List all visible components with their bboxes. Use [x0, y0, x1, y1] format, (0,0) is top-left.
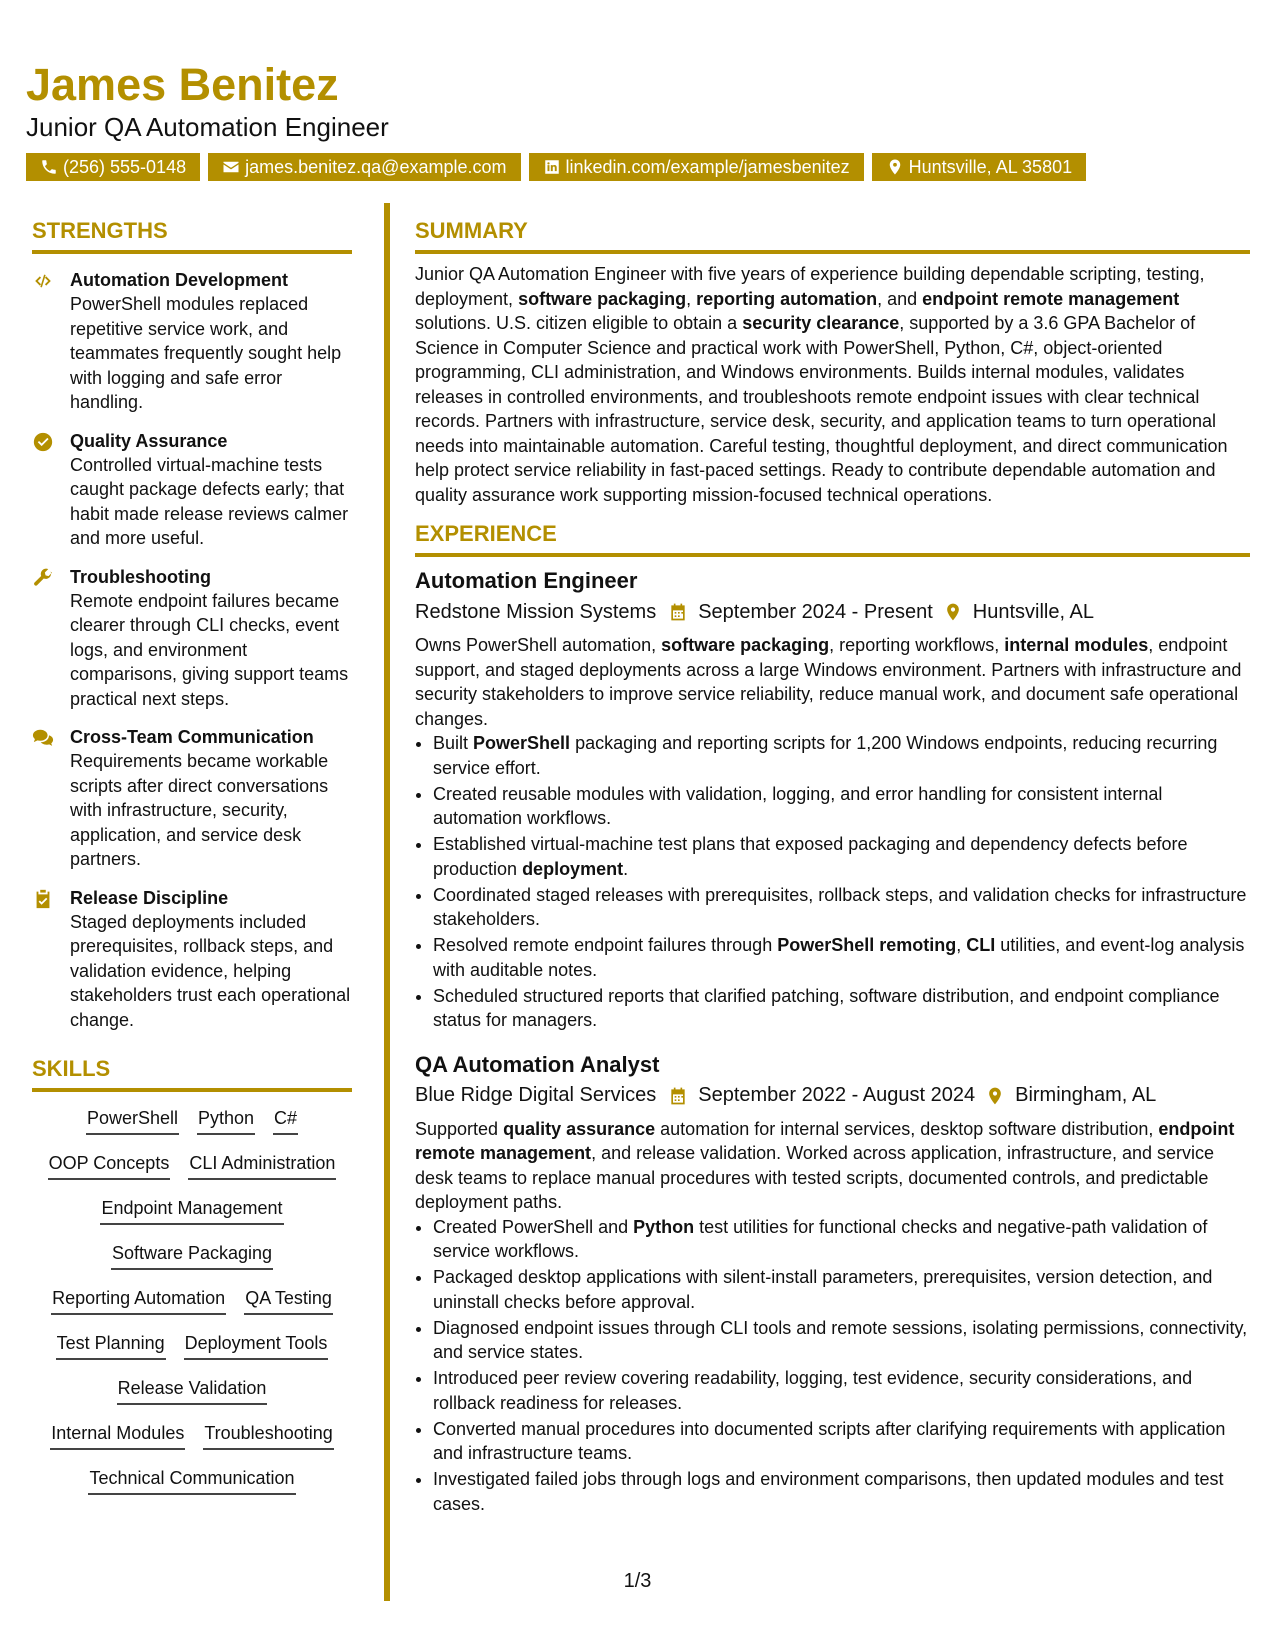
map-marker-icon — [985, 1086, 1005, 1106]
skills-heading: SKILLS — [32, 1056, 352, 1092]
skill-tag: Reporting Automation — [51, 1286, 226, 1315]
skill-tag: Python — [197, 1106, 255, 1135]
skill-row — [32, 1286, 352, 1331]
skill-tag: Endpoint Management — [100, 1196, 283, 1225]
left-column — [32, 218, 352, 1511]
skill-tag: Release Validation — [117, 1376, 268, 1405]
strength-desc: Remote endpoint failures became clearer through CLI checks, event logs, and environment comparisons, giving support teams practical next steps. — [70, 590, 349, 709]
job-company: Redstone Mission Systems — [415, 600, 657, 623]
envelope-icon — [222, 158, 240, 176]
job-bullets — [415, 731, 1250, 1033]
skill-row — [32, 1331, 352, 1376]
map-marker-icon — [886, 158, 904, 176]
skill-row — [32, 1196, 352, 1241]
job-description: Supported quality assurance automation for internal services, desktop software distribution, endpoint remote management, and release validation. Worked across application, infrastructure, and service desk teams to replace manual procedures with tested scripts, documented controls, and predictable deployment paths. — [415, 1118, 1235, 1212]
strength-item — [32, 268, 352, 415]
job-entry — [415, 1051, 1250, 1517]
column-divider — [384, 203, 390, 1601]
bullet-item: • Scheduled structured reports that clarified patching, software distribution, and endpoint compliance status for managers. — [433, 984, 1250, 1033]
bullet-item: • Investigated failed jobs through logs and environment comparisons, then updated modules and test cases. — [433, 1467, 1250, 1516]
contact-bar — [26, 153, 1086, 181]
job-meta — [415, 597, 1250, 627]
strength-desc: Staged deployments included prerequisites, rollback steps, and validation evidence, helping stakeholders trust each operational change. — [70, 911, 351, 1030]
linkedin-text: linkedin.com/example/jamesbenitez — [565, 156, 850, 177]
summary-heading: SUMMARY — [415, 218, 1250, 254]
linkedin-icon — [543, 158, 561, 176]
strengths-heading: STRENGTHS — [32, 218, 352, 254]
bullet-item: • Resolved remote endpoint failures through PowerShell remoting, CLI utilities, and event-log analysis with auditable notes. — [433, 933, 1250, 982]
strength-item — [32, 429, 352, 551]
strength-title: Cross-Team Communication — [70, 727, 314, 747]
skill-row — [32, 1376, 352, 1421]
job-dates: September 2024 - Present — [698, 600, 933, 623]
strength-item — [32, 565, 352, 712]
candidate-name: James Benitez — [26, 59, 339, 110]
job-dates: September 2022 - August 2024 — [698, 1084, 976, 1106]
bullet-item: • Packaged desktop applications with silent-install parameters, prerequisites, version detection, and uninstall checks before approval. — [433, 1265, 1250, 1314]
strength-title: Automation Development — [70, 270, 289, 290]
summary-text: Junior QA Automation Engineer with five years of experience building dependable scripting, testing, deployment, software packaging, reporting automation, and endpoint remote management solutions. U.S. citizen eligible to obtain a security clearance, supported by a 3.6 GPA Bachelor of Science in Computer Science and practical work with PowerShell, Python, C#, object-oriented programming, CLI administration, and Windows environments. Builds internal modules, validates releases in controlled environments, and troubleshoots remote endpoint issues with clear technical records. Partners with infrastructure, service desk, security, and application teams to turn operational needs into maintainable automation. Careful testing, thoughtful deployment, and direct communication help protect service reliability in fast-paced settings. Ready to contribute dependable automation and quality assurance work supporting mission-focused technical operations. — [415, 264, 1228, 505]
job-entry — [415, 567, 1250, 1033]
skill-tag: QA Testing — [244, 1286, 333, 1315]
skill-tag: Troubleshooting — [203, 1421, 333, 1450]
check-circle-icon — [32, 431, 54, 453]
skill-row — [32, 1151, 352, 1196]
job-location: Huntsville, AL — [972, 600, 1094, 623]
strength-item — [32, 725, 352, 872]
skill-tag: OOP Concepts — [48, 1151, 171, 1180]
strengths-list — [32, 268, 352, 1032]
skill-tag: CLI Administration — [188, 1151, 336, 1180]
strength-title: Quality Assurance — [70, 430, 228, 451]
skill-tag: Test Planning — [56, 1331, 166, 1360]
email-chip[interactable] — [208, 153, 520, 181]
skill-tag: Software Packaging — [111, 1241, 273, 1270]
page-number: 1/3 — [623, 1570, 652, 1592]
bullet-item: • Created PowerShell and Python test utilities for functional checks and negative-path validation of service workflows. — [433, 1215, 1250, 1264]
strength-title: Release Discipline — [70, 887, 229, 908]
bullet-item: • Established virtual-machine test plans that exposed packaging and dependency defects before production deployment. — [433, 832, 1250, 881]
clipboard-check-icon — [32, 888, 54, 910]
bullet-item: • Diagnosed endpoint issues through CLI tools and remote sessions, isolating permissions, connectivity, and service states. — [433, 1316, 1250, 1365]
calendar-icon — [668, 1086, 688, 1106]
code-icon — [32, 270, 54, 292]
phone-chip[interactable] — [26, 153, 200, 181]
job-role: Automation Engineer — [415, 568, 638, 593]
job-company: Blue Ridge Digital Services — [415, 1084, 657, 1106]
strength-desc: Requirements became workable scripts after direct conversations with infrastructure, security, application, and service desk partners. — [70, 751, 329, 869]
skill-tag: Internal Modules — [50, 1421, 185, 1450]
job-bullets — [415, 1215, 1250, 1517]
strength-title: Troubleshooting — [70, 566, 211, 587]
skill-tag: C# — [273, 1106, 298, 1135]
bullet-item: • Converted manual procedures into documented scripts after clarifying requirements with application and infrastructure teams. — [433, 1417, 1250, 1466]
calendar-icon — [668, 602, 688, 622]
strength-desc: Controlled virtual-machine tests caught package defects early; that habit made release reviews calmer and more useful. — [70, 454, 349, 548]
job-description: Owns PowerShell automation, software packaging, reporting workflows, internal modules, endpoint support, and staged deployments across a large Windows environment. Partners with infrastructure and security stakeholders to improve service reliability, reduce manual work, and document safe operational changes. — [415, 635, 1242, 729]
phone-text: (256) 555-0148 — [63, 156, 187, 177]
bullet-item: • Built PowerShell packaging and reporting scripts for 1,200 Windows endpoints, reducing recurring service effort. — [433, 731, 1250, 780]
location-chip[interactable] — [872, 153, 1086, 181]
skill-tag: Technical Communication — [88, 1466, 295, 1495]
bullet-item: • Created reusable modules with validation, logging, and error handling for consistent internal automation workflows. — [433, 782, 1250, 831]
map-marker-icon — [943, 602, 963, 622]
skill-tag: Deployment Tools — [184, 1331, 329, 1360]
comments-icon — [32, 727, 54, 749]
right-column — [415, 218, 1250, 1518]
bullet-item: • Introduced peer review covering readability, logging, test evidence, security considerations, and rollback readiness for releases. — [433, 1366, 1250, 1415]
skill-tag: PowerShell — [86, 1106, 179, 1135]
job-role: QA Automation Analyst — [415, 1051, 660, 1077]
strength-desc: PowerShell modules replaced repetitive service work, and teammates frequently sought help with logging and safe error handling. — [70, 294, 342, 412]
email-text: james.benitez.qa@example.com — [245, 156, 507, 177]
location-text: Huntsville, AL 35801 — [908, 156, 1073, 177]
candidate-title: Junior QA Automation Engineer — [26, 112, 389, 142]
skills-list — [32, 1106, 352, 1511]
skill-row — [32, 1241, 352, 1286]
skill-row — [32, 1421, 352, 1466]
job-meta — [415, 1081, 1250, 1111]
strength-item — [32, 886, 352, 1033]
skill-row — [32, 1106, 352, 1151]
linkedin-chip[interactable] — [529, 153, 864, 181]
phone-icon — [40, 158, 58, 176]
experience-heading: EXPERIENCE — [415, 521, 1250, 557]
skill-row — [32, 1466, 352, 1511]
bullet-item: • Coordinated staged releases with prerequisites, rollback steps, and validation checks for infrastructure stakeholders. — [433, 883, 1250, 932]
wrench-icon — [32, 567, 54, 589]
job-location: Birmingham, AL — [1015, 1084, 1157, 1106]
